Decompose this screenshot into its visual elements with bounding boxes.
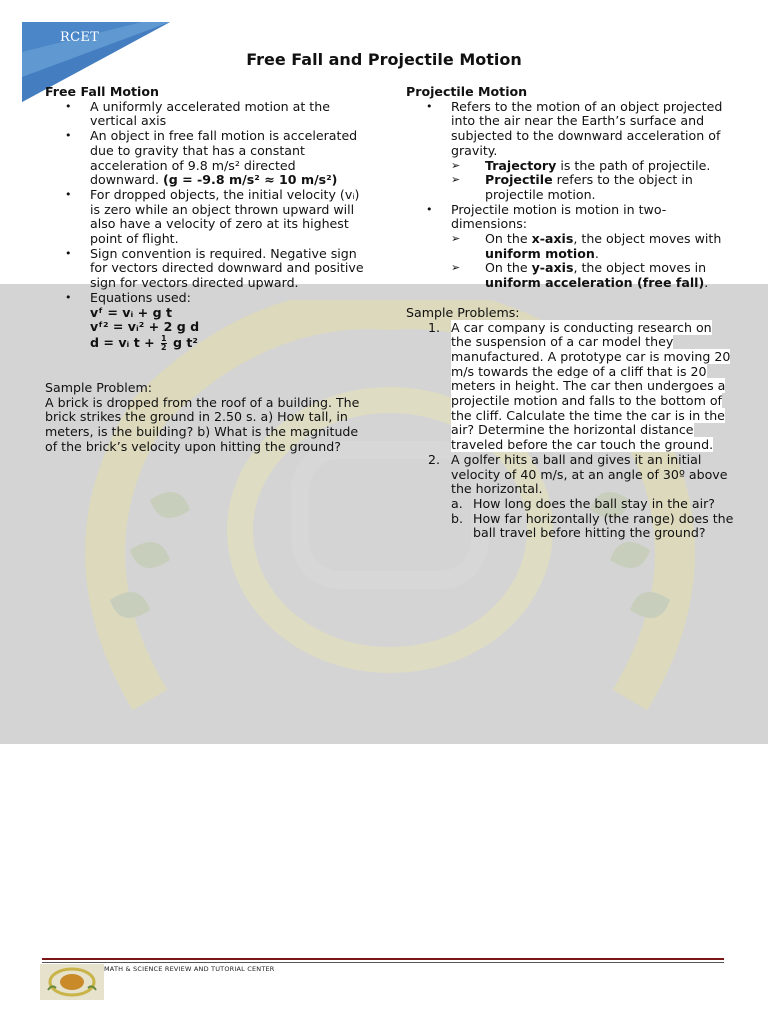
free-fall-sample-text: A brick is dropped from the roof of a building. The brick strikes the ground in 2.50 s. a) How tall, in meters, is the building? b) What is the magnitude of the brick’s velocity upon hitting the ground?: [45, 394, 360, 454]
bullet-text: A uniformly accelerated motion at the vertical axis: [90, 98, 330, 129]
text-part: , the object moves with: [573, 231, 722, 247]
equation-3-lhs: d = vᵢ t +: [90, 334, 155, 350]
list-item: [45, 188, 365, 247]
list-item: [45, 291, 365, 352]
arrow-icon: ➢: [451, 232, 461, 246]
text-part: On the: [485, 260, 532, 276]
list-item: [45, 129, 365, 188]
list-item: [406, 203, 734, 291]
problem-number: 2.: [428, 451, 441, 467]
definition: is the path of projectile.: [556, 157, 711, 173]
problem-text: A car company is conducting research on the suspension of a car model they manufactured. A prototype car is moving 20 m/s towards the edge of a cliff that is 20 meters in height. The car then undergoes a projectile motion and falls to the bottom of the cliff. Calculate the time the car is in the air? Determine the horizontal distance traveled before the car touch the ground.: [451, 319, 731, 453]
free-fall-bullets: [45, 100, 365, 352]
bullet-text: Sign convention is required. Negative sign for vectors directed downward and positive sign for vectors directed upward.: [90, 245, 364, 291]
list-item: [451, 497, 734, 512]
text-part: On the: [485, 231, 532, 247]
text-part: .: [704, 275, 709, 291]
footer-text: MATH & SCIENCE REVIEW AND TUTORIAL CENTER: [104, 965, 275, 973]
footer-rule: [42, 958, 724, 960]
projectile-sample-heading: Sample Problems:: [406, 304, 520, 320]
list-item: [451, 261, 734, 290]
subproblem-letter: b.: [451, 510, 463, 526]
problem-text: A golfer hits a ball and gives it an initial velocity of 40 m/s, at an angle of 30º above the horizontal.: [451, 451, 728, 497]
problem-number: 1.: [428, 319, 441, 335]
arrow-icon: ➢: [451, 158, 461, 172]
problem-list: [406, 321, 734, 542]
term: Projectile: [485, 172, 553, 188]
fraction-denominator: 2: [161, 342, 167, 352]
footer-rule-thin: [42, 962, 724, 963]
fraction-half: [161, 335, 167, 352]
fraction-numerator: 1: [161, 333, 167, 343]
list-item: [451, 232, 734, 261]
term: y-axis: [531, 260, 574, 276]
list-item: [451, 173, 734, 202]
subproblem-letter: a.: [451, 495, 463, 511]
term: x-axis: [531, 231, 574, 247]
term: uniform motion: [485, 245, 595, 261]
text-part: , the object moves in: [573, 260, 707, 276]
equation-2: vᶠ² = vᵢ² + 2 g d: [90, 319, 200, 335]
bullet-text: An object in free fall motion is accelerated due to gravity that has a constant acceleration of 9.8 m/s² directed downward.: [90, 128, 358, 188]
free-fall-column: [45, 85, 365, 454]
equation-1: vᶠ = vᵢ + g t: [90, 304, 172, 320]
subproblem-text: How far horizontally (the range) does the ball travel before hitting the ground?: [473, 510, 734, 541]
bullet-text: Refers to the motion of an object projected into the air near the Earth’s surface and subjected to the downward acceleration of gravity.: [451, 98, 723, 158]
list-item: [406, 453, 734, 541]
definition: refers to the object in projectile motion.: [485, 172, 693, 202]
list-item: [45, 100, 365, 129]
subproblem-list: [451, 497, 734, 541]
term: Trajectory: [485, 157, 557, 173]
subproblem-text: How long does the ball stay in the air?: [473, 495, 715, 511]
list-item: [406, 321, 734, 453]
projectile-heading: Projectile Motion: [406, 84, 528, 99]
list-item: [45, 247, 365, 291]
arrow-icon: ➢: [451, 173, 461, 187]
gravity-note: (g = -9.8 m/s² ≈ 10 m/s²): [162, 172, 338, 188]
list-item: [451, 159, 734, 174]
list-item: [451, 512, 734, 541]
equation-3-rhs: g t²: [173, 334, 198, 350]
list-item: [406, 100, 734, 203]
free-fall-heading: Free Fall Motion: [45, 84, 159, 99]
bullet-text: For dropped objects, the initial velocity (vᵢ) is zero while an object thrown upward will also have a velocity of zero at its highest point of flight.: [90, 186, 360, 247]
corner-logo-text: RCET: [60, 30, 100, 45]
term: uniform acceleration (free fall): [485, 275, 705, 291]
bullet-text: Equations used:: [90, 289, 191, 305]
projectile-column: [406, 85, 734, 541]
bullet-text: Projectile motion is motion in two-dimensions:: [451, 201, 667, 232]
text-part: .: [594, 245, 599, 261]
projectile-bullets: [406, 100, 734, 291]
page-title: Free Fall and Projectile Motion: [246, 50, 522, 69]
arrow-icon: ➢: [451, 261, 461, 275]
footer-logo-icon: [40, 964, 104, 1000]
equation-3: [90, 335, 365, 352]
definition-list: [451, 159, 734, 203]
free-fall-sample-heading: Sample Problem:: [45, 379, 152, 395]
axis-list: [451, 232, 734, 291]
